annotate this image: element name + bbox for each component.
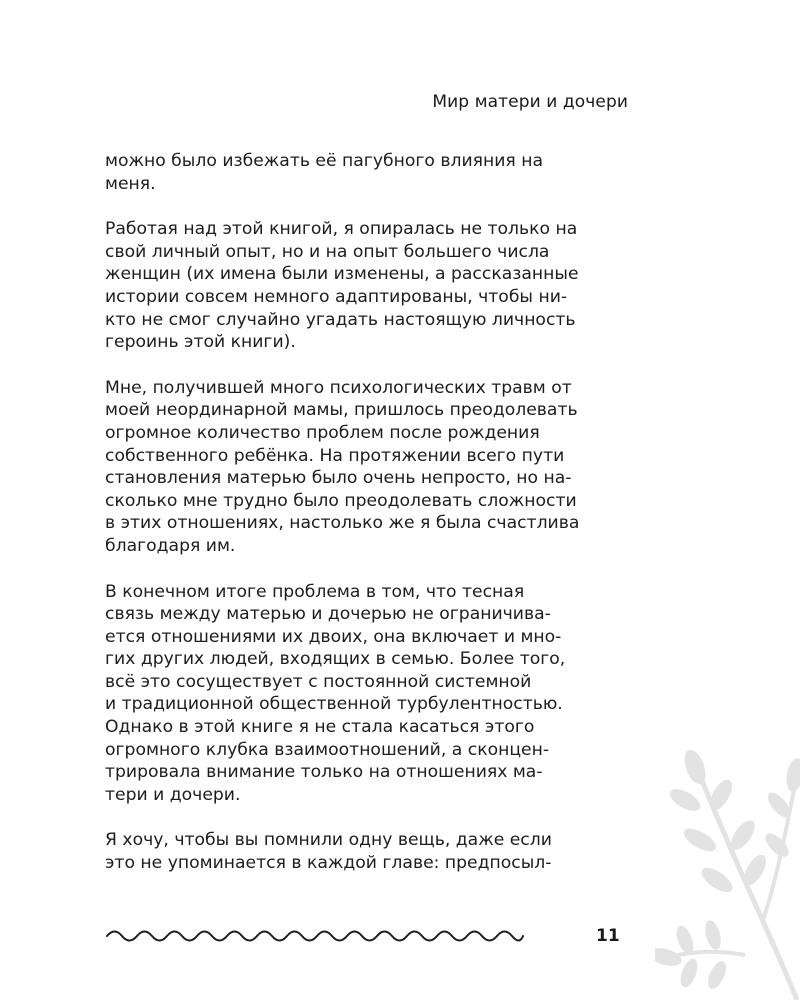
- text-line: Я хочу, чтобы вы помнили одну вещь, даже если: [105, 830, 552, 851]
- text-line: можно было избежать её пагубного влияния на: [105, 151, 543, 171]
- text-line: Работая над этой книгой, я опиралась не только на: [105, 219, 578, 240]
- page-number: 11: [596, 926, 620, 946]
- text-line: собственного ребёнка. На протяжении всего пути: [105, 445, 565, 466]
- text-line: это не упоминается в каждой главе: предпосыл-: [105, 853, 552, 874]
- wave-divider-icon: [105, 926, 525, 946]
- text-line: и традиционной общественной турбулентностью.: [105, 694, 563, 715]
- text-line: моей неординарной мамы, пришлось преодолевать: [105, 400, 578, 421]
- text-line: меня.: [105, 173, 156, 194]
- text-line: тери и дочери.: [105, 784, 241, 805]
- text-line: сколько мне трудно было преодолевать сложности: [105, 490, 577, 511]
- text-line: героинь этой книги).: [105, 332, 296, 353]
- paragraph: [105, 377, 628, 558]
- text-line: связь между матерью и дочерью не ограничива-: [105, 604, 551, 625]
- text-line: истории совсем немного адаптированы, чтобы ни-: [105, 286, 568, 307]
- leaf-branch-icon: [655, 745, 800, 1000]
- body-text: [105, 150, 628, 898]
- text-line: благодаря им.: [105, 535, 236, 556]
- text-line: становления матерью было очень непросто, но на-: [105, 468, 572, 489]
- text-line: кто не смог случайно угадать настоящую личность: [105, 309, 576, 330]
- text-line: огромного клубка взаимоотношений, а сконцен-: [105, 739, 550, 760]
- text-line: ется отношениями их двоих, она включает и мно-: [105, 626, 562, 647]
- text-line: В конечном итоге проблема в том, что тесная: [105, 581, 525, 602]
- paragraph: [105, 829, 628, 874]
- text-line: гих других людей, входящих в семью. Более того,: [105, 649, 566, 670]
- text-line: в этих отношениях, настолько же я была счастлива: [105, 513, 580, 534]
- paragraph: [105, 150, 628, 195]
- paragraph: [105, 218, 628, 354]
- text-line: трировала внимание только на отношениях ма-: [105, 762, 543, 783]
- text-line: свой личный опыт, но и на опыт большего числа: [105, 241, 550, 262]
- text-line: женщин (их имена были изменены, а рассказанные: [105, 264, 579, 285]
- text-line: Однако в этой книге я не стала касаться этого: [105, 717, 535, 738]
- text-line: Мне, получившей много психологических травм от: [105, 377, 572, 398]
- running-title: Мир матери и дочери: [432, 92, 628, 112]
- text-line: огромное количество проблем после рождения: [105, 422, 540, 443]
- text-line: всё это сосуществует с постоянной системной: [105, 671, 532, 692]
- paragraph: [105, 581, 628, 807]
